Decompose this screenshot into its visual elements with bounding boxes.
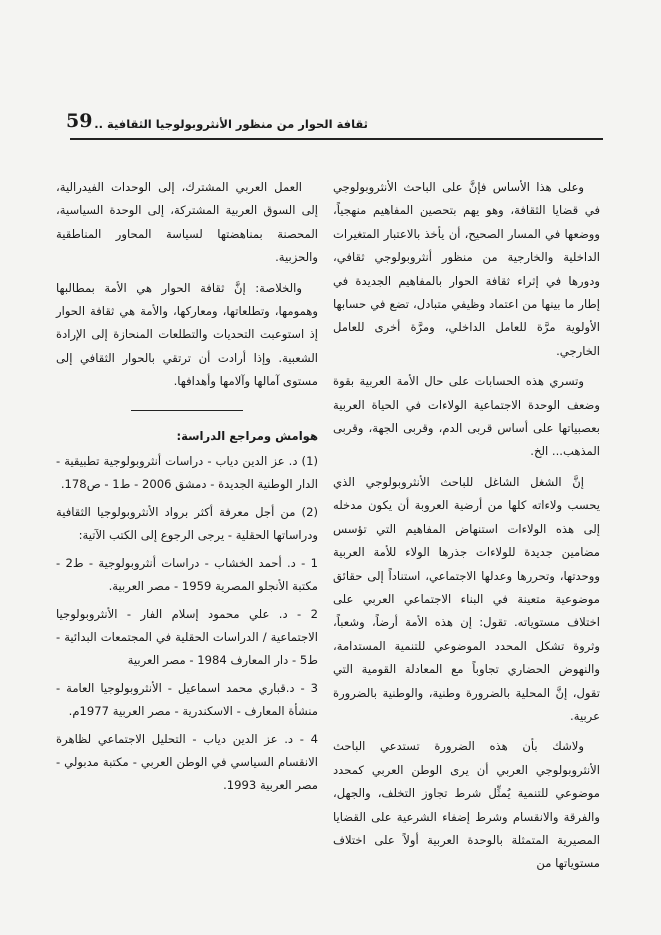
reference-item: (2) من أجل معرفة أكثر برواد الأنثروبولوجيا الثقافية ودراساتها الحقلية - يرجى الرجوع إلى الكتب الآتية: [56,504,318,543]
reference-item: 2 - د. علي محمود إسلام الفار - الأنثروبولوجيا الاجتماعية / الدراسات الحقلية في المجتمعات البدائية - ط5 - دار المعارف 1984 - مصر العربية [56,606,318,668]
reference-item: (1) د. عز الدين دياب - دراسات أنثروبولوجية تطبيقية - الدار الوطنية الجديدة - دمشق 2006 - ط1 - ص178. [56,454,318,492]
left-text-column [56,176,318,802]
page-number: 59 [66,110,93,132]
header-rule [70,138,603,140]
paragraph: ولاشك بأن هذه الضرورة تستدعي الباحث الأنثروبولوجي العربي أن يرى الوطن العربي كمحدد موضوعي للتنمية يُمثِّل شرط تجاوز التخلف، والجهل، والفرقة والانقسام وشرط إضفاء الشرعية على القضايا المصيرية المتمثلة بالوحدة العربية أولاً على اختلاف مستوياتها من [333,739,600,871]
paragraph: وعلى هذا الأساس فإنَّ على الباحث الأنثروبولوجي في قضايا الثقافة، وهو يهم بتحصين المفاهيم منهجياً، ووضعها في المسار الصحيح، أن يأخذ بالاعتبار المتغيرات الداخلية والخارجية من منظور أنثروبولوجي ثقافي، ودورها في إثراء ثقافة الحوار بالمفاهيم الجديدة في إطار ما بينها من اعتماد وظيفي متبادل، تضع في حسابها الأولوية مرَّة للعامل الداخلي، ومرَّة أخرى للعامل الخارجي. [333,180,600,358]
reference-item: 4 - د. عز الدين دياب - التحليل الاجتماعي لظاهرة الانقسام السياسي في الوطن العربي - مكتبة مدبولي - مصر العربية 1993. [56,731,318,793]
paragraph: والخلاصة: إنَّ ثقافة الحوار هي الأمة بمطالبها وهمومها، وتطلعاتها، ومعاركها، والأمة هي ثقافة الحوار إذ استوعبت التحديات والتطلعات المنحازة إلى الإرادة الشعبية. وإذا أرادت أن ترتقي بالحوار الثقافي إلى مستوى آمالها وآلامها وأهدافها. [56,280,318,389]
paragraph: وتسري هذه الحسابات على حال الأمة العربية بقوة وضعف الوحدة الاجتماعية الولاءات في الحياة العربية بعصبياتها على أساس قربى الدم، وقربى الجهة، وقربى المذهب... الخ. [333,374,600,459]
paragraph: العمل العربي المشترك، إلى الوحدات الفيدرالية، إلى السوق العربية المشتركة، إلى الوحدة السياسية، المحصنة بمناهضتها لسياسة المحاور المناطقية والحزبية. [56,180,318,265]
right-text-column [333,176,600,883]
references-list [56,450,318,798]
section-divider [131,410,243,411]
running-title: ثقافة الحوار من منظور الأنثروبولوجيا الثقافية .. [94,117,368,131]
reference-item: 3 - د.قباري محمد اسماعيل - الأنثروبولوجيا العامة - منشأة المعارف - الاسكندرية - مصر العربية 1977م. [56,680,318,719]
notes-heading: هوامش ومراجع الدراسة: [176,428,318,443]
paragraph: إنَّ الشغل الشاغل للباحث الأنثروبولوجي الذي يحسب ولاءاته كلها من أرضية العروبة أن يكون مدخله إلى هذه الولاءات استنهاض المفاهيم التي تؤسس مضامين جديدة للولاءات جذرها الولاء للأمة العربية ووحدتها، وتحررها وعدلها الاجتماعي، استناداً إلى حقائق موضوعية متعينة في البناء الاجتماعي العربي على اختلاف مستوياته. تقول: إن هذه الأمة أرضاً، وشعباً، وثروة تشكل المحدد الموضوعي للتنمية المستدامة، والنهوض الحضاري تجاوباً مع المعادلة القومية التي تقول، إنَّ المحلية بالضرورة وطنية، والوطنية بالضرورة عربية. [333,474,600,723]
reference-item: 1 - د. أحمد الخشاب - دراسات أنثروبولوجية - ط2 - مكتبة الأنجلو المصرية 1959 - مصر العربية. [56,555,318,594]
